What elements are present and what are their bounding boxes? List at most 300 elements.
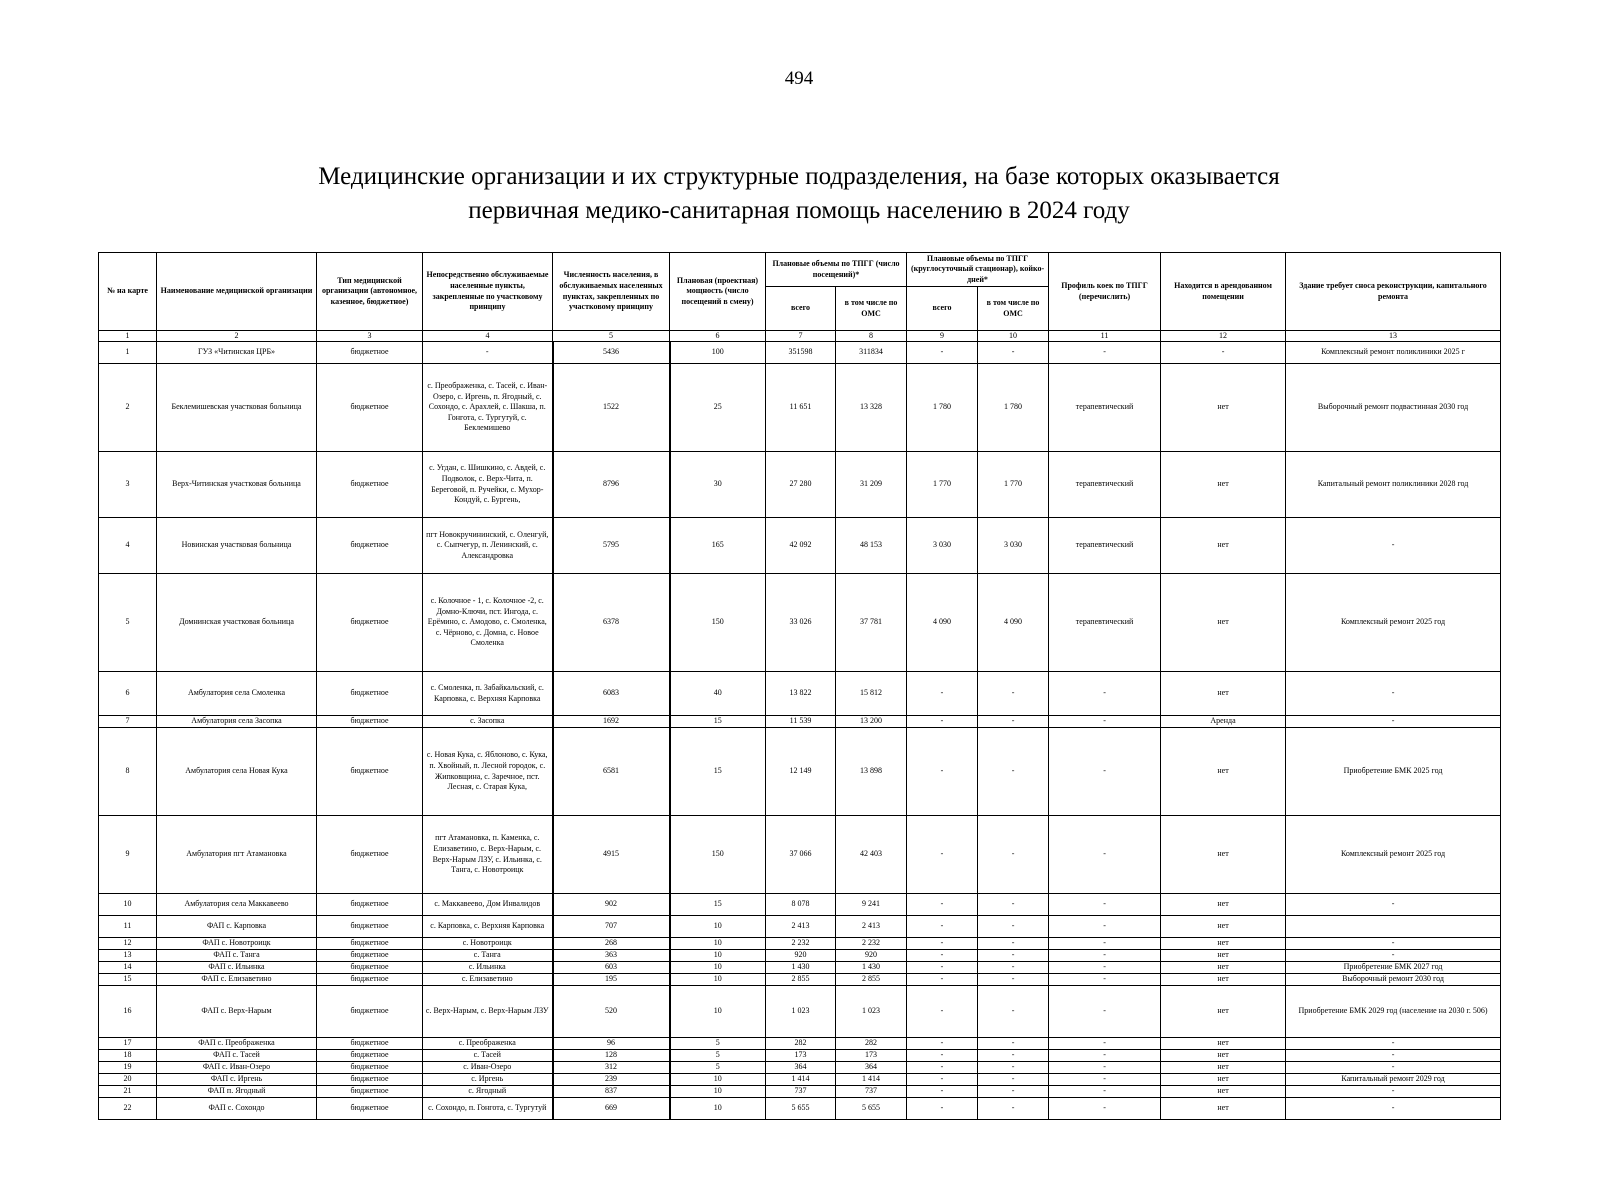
repair-note <box>1286 916 1501 938</box>
visits-oms: 15 812 <box>836 672 907 716</box>
org-name: Домнинская участковая больница <box>157 574 317 672</box>
header-type: Тип медицинской организации (автономное, казенное, бюджетное) <box>317 253 423 331</box>
visits-oms: 1 414 <box>836 1074 907 1086</box>
table-row <box>99 950 1501 962</box>
bed-profile: - <box>1049 1074 1161 1086</box>
beds-total: - <box>907 1074 978 1086</box>
row-num: 7 <box>99 716 157 728</box>
beds-total: - <box>907 816 978 894</box>
repair-note: - <box>1286 938 1501 950</box>
beds-oms: - <box>978 1074 1049 1086</box>
org-name: Амбулатория села Новая Кука <box>157 728 317 816</box>
beds-oms: - <box>978 916 1049 938</box>
visits-total: 5 655 <box>766 1098 836 1120</box>
visits-total: 8 078 <box>766 894 836 916</box>
visits-oms: 920 <box>836 950 907 962</box>
capacity: 10 <box>670 916 766 938</box>
rented: нет <box>1161 1074 1286 1086</box>
table-row <box>99 452 1501 518</box>
repair-note: - <box>1286 1050 1501 1062</box>
page-title <box>200 160 1398 228</box>
visits-oms: 282 <box>836 1038 907 1050</box>
capacity: 5 <box>670 1062 766 1074</box>
beds-total: - <box>907 1086 978 1098</box>
visits-total: 737 <box>766 1086 836 1098</box>
org-name: ФАП с. Сохондо <box>157 1098 317 1120</box>
visits-total: 12 149 <box>766 728 836 816</box>
bed-profile: - <box>1049 974 1161 986</box>
row-num: 11 <box>99 916 157 938</box>
visits-total: 42 092 <box>766 518 836 574</box>
repair-note: - <box>1286 1038 1501 1050</box>
beds-oms: - <box>978 1050 1049 1062</box>
population: 363 <box>553 950 670 962</box>
repair-note: Капитальный ремонт 2029 год <box>1286 1074 1501 1086</box>
settlements: с. Тасей <box>423 1050 553 1062</box>
row-num: 14 <box>99 962 157 974</box>
visits-oms: 9 241 <box>836 894 907 916</box>
bed-profile: - <box>1049 1098 1161 1120</box>
header-settlements: Непосредственно обслуживаемые населенные пункты, закрепленные по участковому принципу <box>423 253 553 331</box>
visits-oms: 13 898 <box>836 728 907 816</box>
column-number: 12 <box>1161 331 1286 342</box>
beds-oms: - <box>978 716 1049 728</box>
header-repair: Здание требует сноса реконструкции, капитального ремонта <box>1286 253 1501 331</box>
beds-oms: 4 090 <box>978 574 1049 672</box>
org-name: ФАП с. Тасей <box>157 1050 317 1062</box>
bed-profile: - <box>1049 950 1161 962</box>
org-name: Верх-Читинская участковая больница <box>157 452 317 518</box>
settlements: с. Преображенка <box>423 1038 553 1050</box>
visits-total: 11 651 <box>766 364 836 452</box>
capacity: 10 <box>670 1074 766 1086</box>
visits-oms: 2 413 <box>836 916 907 938</box>
org-type: бюджетное <box>317 452 423 518</box>
beds-oms: - <box>978 1086 1049 1098</box>
rented: Аренда <box>1161 716 1286 728</box>
org-type: бюджетное <box>317 816 423 894</box>
visits-oms: 2 232 <box>836 938 907 950</box>
beds-oms: - <box>978 894 1049 916</box>
bed-profile: - <box>1049 1062 1161 1074</box>
column-number: 1 <box>99 331 157 342</box>
table-row <box>99 974 1501 986</box>
settlements: с. Новая Кука, с. Яблоново, с. Кука, п. Хвойный, п. Лесной городок, с. Жипковщина, с. Заречное, пст. Лесная, с. Старая Кука, <box>423 728 553 816</box>
beds-oms: 1 780 <box>978 364 1049 452</box>
settlements: с. Верх-Нарым, с. Верх-Нарым ЛЗУ <box>423 986 553 1038</box>
column-number: 11 <box>1049 331 1161 342</box>
population: 8796 <box>553 452 670 518</box>
bed-profile: - <box>1049 1050 1161 1062</box>
visits-total: 1 023 <box>766 986 836 1038</box>
org-name: ФАП с. Верх-Нарым <box>157 986 317 1038</box>
org-name: Амбулатория пгт Атамановка <box>157 816 317 894</box>
beds-oms: - <box>978 728 1049 816</box>
row-num: 19 <box>99 1062 157 1074</box>
settlements: с. Карповка, с. Верхняя Карповка <box>423 916 553 938</box>
row-num: 20 <box>99 1074 157 1086</box>
visits-oms: 1 430 <box>836 962 907 974</box>
visits-total: 351598 <box>766 342 836 364</box>
org-name: Амбулатория села Маккавеево <box>157 894 317 916</box>
org-name: ФАП с. Танга <box>157 950 317 962</box>
column-number: 3 <box>317 331 423 342</box>
bed-profile: - <box>1049 716 1161 728</box>
population: 707 <box>553 916 670 938</box>
beds-total: - <box>907 950 978 962</box>
column-number: 13 <box>1286 331 1501 342</box>
org-name: ФАП с. Иван-Озеро <box>157 1062 317 1074</box>
column-number: 4 <box>423 331 553 342</box>
population: 1522 <box>553 364 670 452</box>
org-type: бюджетное <box>317 974 423 986</box>
repair-note: - <box>1286 1086 1501 1098</box>
table-row <box>99 364 1501 452</box>
beds-oms: - <box>978 1098 1049 1120</box>
rented: нет <box>1161 728 1286 816</box>
org-type: бюджетное <box>317 342 423 364</box>
settlements: с. Иргень <box>423 1074 553 1086</box>
beds-oms: - <box>978 1062 1049 1074</box>
table-row <box>99 574 1501 672</box>
beds-oms: - <box>978 816 1049 894</box>
header-beds-oms: в том числе по ОМС <box>978 287 1049 331</box>
settlements: с. Иван-Озеро <box>423 1062 553 1074</box>
bed-profile: - <box>1049 938 1161 950</box>
beds-total: - <box>907 672 978 716</box>
beds-total: - <box>907 1038 978 1050</box>
capacity: 15 <box>670 716 766 728</box>
org-name: Амбулатория села Засопка <box>157 716 317 728</box>
settlements: с. Танга <box>423 950 553 962</box>
visits-total: 37 066 <box>766 816 836 894</box>
capacity: 10 <box>670 962 766 974</box>
population: 902 <box>553 894 670 916</box>
rented: нет <box>1161 1038 1286 1050</box>
bed-profile: терапевтический <box>1049 364 1161 452</box>
beds-oms: - <box>978 962 1049 974</box>
visits-oms: 737 <box>836 1086 907 1098</box>
visits-total: 11 539 <box>766 716 836 728</box>
org-type: бюджетное <box>317 716 423 728</box>
org-type: бюджетное <box>317 986 423 1038</box>
org-type: бюджетное <box>317 1038 423 1050</box>
beds-oms: - <box>978 986 1049 1038</box>
population: 312 <box>553 1062 670 1074</box>
repair-note: - <box>1286 1098 1501 1120</box>
org-type: бюджетное <box>317 1074 423 1086</box>
column-number: 6 <box>670 331 766 342</box>
beds-total: - <box>907 716 978 728</box>
org-type: бюджетное <box>317 574 423 672</box>
visits-oms: 13 200 <box>836 716 907 728</box>
bed-profile: - <box>1049 672 1161 716</box>
org-name: Новинская участковая больница <box>157 518 317 574</box>
beds-total: - <box>907 728 978 816</box>
population: 669 <box>553 1098 670 1120</box>
org-name: ФАП с. Елизаветино <box>157 974 317 986</box>
table-row <box>99 1062 1501 1074</box>
table-row <box>99 816 1501 894</box>
org-name: ФАП с. Преображенка <box>157 1038 317 1050</box>
table-body <box>99 331 1501 1120</box>
header-visits-total: всего <box>766 287 836 331</box>
org-type: бюджетное <box>317 1062 423 1074</box>
repair-note: - <box>1286 672 1501 716</box>
org-type: бюджетное <box>317 962 423 974</box>
repair-note: Комплексный ремонт 2025 год <box>1286 574 1501 672</box>
column-number: 8 <box>836 331 907 342</box>
capacity: 10 <box>670 974 766 986</box>
org-name: ФАП с. Ильинка <box>157 962 317 974</box>
page-number: 494 <box>784 68 814 89</box>
table-row <box>99 518 1501 574</box>
table-row <box>99 916 1501 938</box>
repair-note: Комплексный ремонт 2025 год <box>1286 816 1501 894</box>
visits-oms: 5 655 <box>836 1098 907 1120</box>
visits-oms: 37 781 <box>836 574 907 672</box>
row-num: 8 <box>99 728 157 816</box>
repair-note: - <box>1286 1062 1501 1074</box>
bed-profile: - <box>1049 816 1161 894</box>
visits-total: 13 822 <box>766 672 836 716</box>
org-name: ФАП п. Ягодный <box>157 1086 317 1098</box>
beds-total: 1 780 <box>907 364 978 452</box>
visits-oms: 1 023 <box>836 986 907 1038</box>
rented: нет <box>1161 962 1286 974</box>
bed-profile: - <box>1049 728 1161 816</box>
beds-oms: - <box>978 938 1049 950</box>
org-type: бюджетное <box>317 364 423 452</box>
org-type: бюджетное <box>317 938 423 950</box>
visits-oms: 13 328 <box>836 364 907 452</box>
column-number: 2 <box>157 331 317 342</box>
header-visits-oms: в том числе по ОМС <box>836 287 907 331</box>
org-name: ФАП с. Карповка <box>157 916 317 938</box>
visits-total: 2 413 <box>766 916 836 938</box>
capacity: 15 <box>670 894 766 916</box>
settlements: с. Ильинка <box>423 962 553 974</box>
settlements: с. Угдан, с. Шишкино, с. Авдей, с. Подволок, с. Верх-Чита, п. Береговой, п. Ручейки, с. Мухор-Кондуй, с. Бургень, <box>423 452 553 518</box>
visits-total: 173 <box>766 1050 836 1062</box>
repair-note: Выборочный ремонт подвастинная 2030 год <box>1286 364 1501 452</box>
visits-oms: 2 855 <box>836 974 907 986</box>
row-num: 15 <box>99 974 157 986</box>
row-num: 13 <box>99 950 157 962</box>
settlements: с. Новотроицк <box>423 938 553 950</box>
beds-total: - <box>907 342 978 364</box>
rented: нет <box>1161 894 1286 916</box>
rented: нет <box>1161 1062 1286 1074</box>
repair-note: - <box>1286 950 1501 962</box>
capacity: 165 <box>670 518 766 574</box>
org-type: бюджетное <box>317 1098 423 1120</box>
rented: нет <box>1161 672 1286 716</box>
org-type: бюджетное <box>317 1050 423 1062</box>
capacity: 30 <box>670 452 766 518</box>
row-num: 9 <box>99 816 157 894</box>
settlements: с. Засопка <box>423 716 553 728</box>
visits-total: 33 026 <box>766 574 836 672</box>
population: 268 <box>553 938 670 950</box>
settlements: с. Сохондо, п. Гонгота, с. Тургутуй <box>423 1098 553 1120</box>
population: 520 <box>553 986 670 1038</box>
table-row <box>99 1098 1501 1120</box>
settlements: пгт Новокручининский, с. Оленгуй, с. Сыпчегур, п. Ленинский, с. Александровка <box>423 518 553 574</box>
table-row <box>99 728 1501 816</box>
repair-note: Приобретение БМК 2027 год <box>1286 962 1501 974</box>
title-line-2: первичная медико-санитарная помощь населению в 2024 году <box>468 197 1130 224</box>
table-row <box>99 1038 1501 1050</box>
bed-profile: - <box>1049 986 1161 1038</box>
bed-profile: - <box>1049 962 1161 974</box>
org-name: Беклемишевская участковая больница <box>157 364 317 452</box>
beds-oms: - <box>978 672 1049 716</box>
repair-note: Комплексный ремонт поликлиники 2025 г <box>1286 342 1501 364</box>
settlements: - <box>423 342 553 364</box>
capacity: 25 <box>670 364 766 452</box>
beds-oms: - <box>978 950 1049 962</box>
population: 6083 <box>553 672 670 716</box>
beds-oms: - <box>978 342 1049 364</box>
table-row <box>99 342 1501 364</box>
capacity: 10 <box>670 1098 766 1120</box>
repair-note: Выборочный ремонт 2030 год <box>1286 974 1501 986</box>
visits-oms: 311834 <box>836 342 907 364</box>
org-type: бюджетное <box>317 894 423 916</box>
row-num: 2 <box>99 364 157 452</box>
beds-total: - <box>907 916 978 938</box>
row-num: 18 <box>99 1050 157 1062</box>
beds-oms: 1 770 <box>978 452 1049 518</box>
beds-total: - <box>907 938 978 950</box>
header-capacity: Плановая (проектная) мощность (число посещений в смену) <box>670 253 766 331</box>
rented: нет <box>1161 574 1286 672</box>
column-number: 9 <box>907 331 978 342</box>
settlements: с. Маккавеево, Дом Инвалидов <box>423 894 553 916</box>
rented: нет <box>1161 950 1286 962</box>
row-num: 10 <box>99 894 157 916</box>
row-num: 21 <box>99 1086 157 1098</box>
row-num: 22 <box>99 1098 157 1120</box>
beds-total: 3 030 <box>907 518 978 574</box>
beds-total: - <box>907 974 978 986</box>
rented: нет <box>1161 1050 1286 1062</box>
row-num: 4 <box>99 518 157 574</box>
visits-total: 2 232 <box>766 938 836 950</box>
repair-note: Капитальный ремонт поликлиники 2028 год <box>1286 452 1501 518</box>
settlements: с. Преображенка, с. Тасей, с. Иван-Озеро, с. Иргень, п. Ягодный, с. Сохондо, с. Арахлей, с. Шакша, п. Гонгота, с. Тургутуй, с. Беклемишево <box>423 364 553 452</box>
org-type: бюджетное <box>317 950 423 962</box>
population: 195 <box>553 974 670 986</box>
rented: нет <box>1161 938 1286 950</box>
beds-total: - <box>907 1098 978 1120</box>
capacity: 5 <box>670 1050 766 1062</box>
rented: нет <box>1161 1086 1286 1098</box>
capacity: 150 <box>670 574 766 672</box>
beds-total: 4 090 <box>907 574 978 672</box>
visits-total: 2 855 <box>766 974 836 986</box>
beds-oms: 3 030 <box>978 518 1049 574</box>
header-visits-group: Плановые объемы по ТПГГ (число посещений)* <box>766 253 907 287</box>
org-type: бюджетное <box>317 916 423 938</box>
capacity: 15 <box>670 728 766 816</box>
population: 4915 <box>553 816 670 894</box>
table-row <box>99 716 1501 728</box>
table-row <box>99 962 1501 974</box>
bed-profile: - <box>1049 894 1161 916</box>
repair-note: Приобретение БМК 2025 год <box>1286 728 1501 816</box>
bed-profile: - <box>1049 1086 1161 1098</box>
population: 6581 <box>553 728 670 816</box>
title-line-1: Медицинские организации и их структурные подразделения, на базе которых оказывается <box>318 163 1280 190</box>
capacity: 100 <box>670 342 766 364</box>
visits-total: 1 430 <box>766 962 836 974</box>
column-number: 10 <box>978 331 1049 342</box>
row-num: 1 <box>99 342 157 364</box>
visits-oms: 364 <box>836 1062 907 1074</box>
settlements: пгт Атамановка, п. Каменка, с. Елизаветино, с. Верх-Нарым, с. Верх-Нарым ЛЗУ, с. Ильинка, с. Танга, с. Новотроицк <box>423 816 553 894</box>
header-rented: Находится в арендованном помещении <box>1161 253 1286 331</box>
settlements: с. Ягодный <box>423 1086 553 1098</box>
column-number: 7 <box>766 331 836 342</box>
organizations-table <box>98 252 1501 1120</box>
population: 96 <box>553 1038 670 1050</box>
org-type: бюджетное <box>317 518 423 574</box>
rented: нет <box>1161 916 1286 938</box>
beds-oms: - <box>978 974 1049 986</box>
table-row <box>99 672 1501 716</box>
population: 128 <box>553 1050 670 1062</box>
org-type: бюджетное <box>317 728 423 816</box>
bed-profile: - <box>1049 342 1161 364</box>
header-profile: Профиль коек по ТПГГ (перечислить) <box>1049 253 1161 331</box>
settlements: с. Колочное - 1, с. Колочное -2, с. Домно-Ключи, пст. Ингода, с. Ерёмино, с. Амодово, с. Смоленка, с. Чёрново, с. Домна, с. Новое Смоленка <box>423 574 553 672</box>
repair-note: - <box>1286 716 1501 728</box>
capacity: 40 <box>670 672 766 716</box>
beds-total: - <box>907 1050 978 1062</box>
table-row <box>99 894 1501 916</box>
row-num: 12 <box>99 938 157 950</box>
visits-total: 364 <box>766 1062 836 1074</box>
table-row <box>99 1050 1501 1062</box>
bed-profile: терапевтический <box>1049 518 1161 574</box>
population: 5795 <box>553 518 670 574</box>
header-beds-group: Плановые объемы по ТПГГ (круглосуточный стационар), койко-дней* <box>907 253 1049 287</box>
row-num: 17 <box>99 1038 157 1050</box>
rented: - <box>1161 342 1286 364</box>
rented: нет <box>1161 518 1286 574</box>
population: 239 <box>553 1074 670 1086</box>
header-population: Численность населения, в обслуживаемых населенных пунктах, закрепленных по участковому принципу <box>553 253 670 331</box>
bed-profile: - <box>1049 916 1161 938</box>
table-row <box>99 1086 1501 1098</box>
row-num: 3 <box>99 452 157 518</box>
capacity: 10 <box>670 938 766 950</box>
visits-oms: 173 <box>836 1050 907 1062</box>
population: 5436 <box>553 342 670 364</box>
population: 837 <box>553 1086 670 1098</box>
org-name: ФАП с. Иргень <box>157 1074 317 1086</box>
capacity: 5 <box>670 1038 766 1050</box>
capacity: 10 <box>670 950 766 962</box>
capacity: 150 <box>670 816 766 894</box>
beds-total: - <box>907 1062 978 1074</box>
table-row <box>99 986 1501 1038</box>
visits-oms: 48 153 <box>836 518 907 574</box>
table-row <box>99 938 1501 950</box>
settlements: с. Елизаветино <box>423 974 553 986</box>
